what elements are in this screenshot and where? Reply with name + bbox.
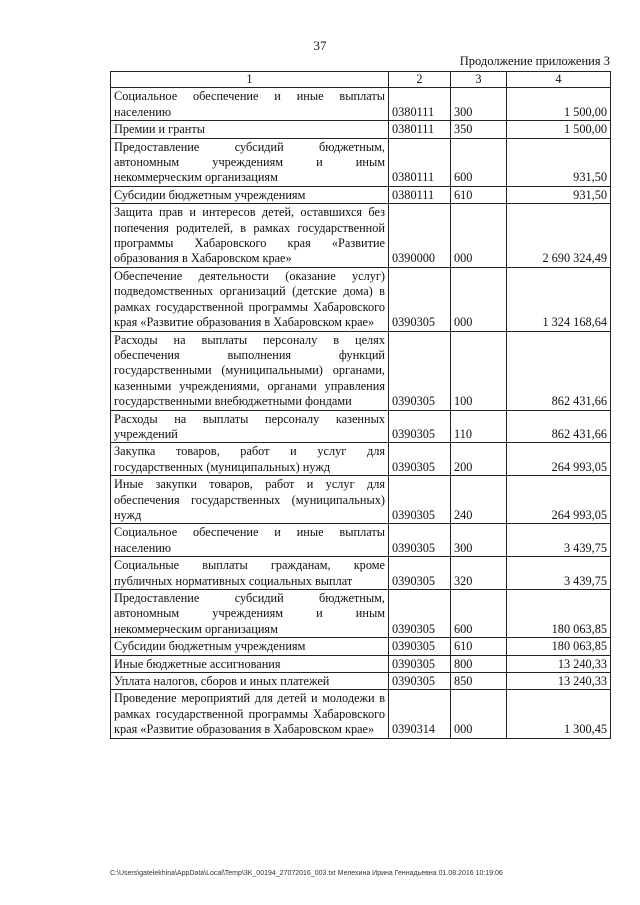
row-code-cell: 0390305 [389,638,451,655]
table-row [111,690,611,738]
row-name-cell: Субсидии бюджетным учреждениям [111,638,389,655]
row-sum-cell: 180 063,85 [507,590,611,638]
row-name-cell: Предоставление субсидий бюджетным, автономным учреждениям и иным некоммерческим организациям [111,138,389,186]
row-type-cell: 610 [451,186,507,203]
footer-file-path: C:\Users\gatelekhina\AppData\Local\Temp\3K_00194_27072016_003.txt Мелехина Ирина Геннадьевна 01.08.2016 10:19:06 [110,870,503,877]
row-name-cell: Расходы на выплаты персоналу в целях обеспечения выполнения функций государственными (муниципальными) органами, казенными учреждениями, органами управления государственными внебюджетными фондами [111,331,389,410]
row-type-cell: 320 [451,557,507,590]
row-code-cell: 0380111 [389,88,451,121]
table-row [111,638,611,655]
row-code-cell: 0390305 [389,673,451,690]
row-code-cell: 0390305 [389,476,451,524]
header-col-2: 2 [389,72,451,88]
row-sum-cell: 931,50 [507,138,611,186]
row-code-cell: 0380111 [389,186,451,203]
row-type-cell: 110 [451,410,507,443]
row-sum-cell: 1 300,45 [507,690,611,738]
row-name-cell: Социальное обеспечение и иные выплаты населению [111,88,389,121]
row-name-cell: Премии и гранты [111,121,389,138]
row-sum-cell: 13 240,33 [507,655,611,672]
row-code-cell: 0390305 [389,557,451,590]
row-name-cell: Проведение мероприятий для детей и молодежи в рамках государственной программы Хабаровского края «Развитие образования в Хабаровском крае» [111,690,389,738]
table-row [111,590,611,638]
row-type-cell: 850 [451,673,507,690]
row-sum-cell: 264 993,05 [507,476,611,524]
row-type-cell: 000 [451,204,507,268]
row-name-cell: Уплата налогов, сборов и иных платежей [111,673,389,690]
header-col-3: 3 [451,72,507,88]
row-code-cell: 0390305 [389,410,451,443]
table-row [111,524,611,557]
row-sum-cell: 3 439,75 [507,524,611,557]
row-sum-cell: 264 993,05 [507,443,611,476]
row-code-cell: 0390314 [389,690,451,738]
row-sum-cell: 931,50 [507,186,611,203]
row-code-cell: 0380111 [389,121,451,138]
table-row [111,476,611,524]
row-type-cell: 800 [451,655,507,672]
row-code-cell: 0390000 [389,204,451,268]
row-name-cell: Социальное обеспечение и иные выплаты населению [111,524,389,557]
table-row [111,204,611,268]
row-code-cell: 0390305 [389,590,451,638]
row-type-cell: 000 [451,267,507,331]
row-type-cell: 000 [451,690,507,738]
table-row [111,138,611,186]
table-row [111,88,611,121]
row-sum-cell: 3 439,75 [507,557,611,590]
table-row [111,557,611,590]
row-code-cell: 0390305 [389,331,451,410]
row-name-cell: Субсидии бюджетным учреждениям [111,186,389,203]
row-type-cell: 300 [451,524,507,557]
row-type-cell: 200 [451,443,507,476]
row-sum-cell: 13 240,33 [507,673,611,690]
row-code-cell: 0390305 [389,267,451,331]
row-sum-cell: 2 690 324,49 [507,204,611,268]
table-row [111,121,611,138]
table-row [111,673,611,690]
row-type-cell: 350 [451,121,507,138]
header-col-1: 1 [111,72,389,88]
row-name-cell: Закупка товаров, работ и услуг для государственных (муниципальных) нужд [111,443,389,476]
row-name-cell: Иные бюджетные ассигнования [111,655,389,672]
row-code-cell: 0390305 [389,443,451,476]
table-row [111,186,611,203]
row-type-cell: 100 [451,331,507,410]
continuation-caption: Продолжение приложения 3 [459,54,610,68]
row-name-cell: Предоставление субсидий бюджетным, автономным учреждениям и иным некоммерческим организациям [111,590,389,638]
row-sum-cell: 1 324 168,64 [507,267,611,331]
row-code-cell: 0390305 [389,524,451,557]
row-sum-cell: 1 500,00 [507,121,611,138]
row-name-cell: Расходы на выплаты персоналу казенных учреждений [111,410,389,443]
row-type-cell: 610 [451,638,507,655]
row-type-cell: 600 [451,138,507,186]
row-code-cell: 0390305 [389,655,451,672]
row-sum-cell: 862 431,66 [507,331,611,410]
table-row [111,267,611,331]
row-name-cell: Обеспечение деятельности (оказание услуг) подведомственных организаций (детские дома) в рамках государственной программы Хабаровского края «Развитие образования в Хабаровском крае» [111,267,389,331]
row-name-cell: Социальные выплаты гражданам, кроме публичных нормативных социальных выплат [111,557,389,590]
row-sum-cell: 180 063,85 [507,638,611,655]
row-type-cell: 600 [451,590,507,638]
table-row [111,655,611,672]
row-sum-cell: 862 431,66 [507,410,611,443]
budget-table [110,71,611,739]
table-row [111,410,611,443]
budget-table-body [111,72,611,739]
row-type-cell: 300 [451,88,507,121]
table-row [111,443,611,476]
row-type-cell: 240 [451,476,507,524]
page-number: 37 [313,38,327,53]
row-name-cell: Иные закупки товаров, работ и услуг для обеспечения государственных (муниципальных) нужд [111,476,389,524]
row-sum-cell: 1 500,00 [507,88,611,121]
table-row [111,331,611,410]
row-name-cell: Защита прав и интересов детей, оставшихся без попечения родителей, в рамках государственной программы Хабаровского края «Развитие образования в Хабаровском крае» [111,204,389,268]
row-code-cell: 0380111 [389,138,451,186]
header-col-4: 4 [507,72,611,88]
table-header-row [111,72,611,88]
